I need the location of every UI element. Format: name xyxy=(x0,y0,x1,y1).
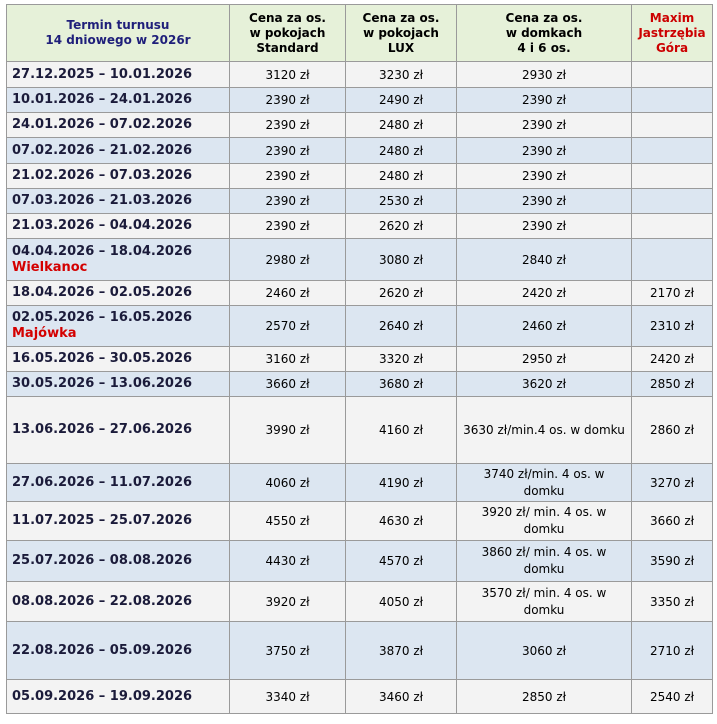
table-row xyxy=(7,214,713,239)
table-row xyxy=(7,189,713,214)
row-price-domki: 2420 zł xyxy=(457,281,632,306)
row-date xyxy=(7,239,230,281)
row-date xyxy=(7,189,230,214)
row-price-lux: 3080 zł xyxy=(346,239,457,281)
row-price-lux: 4570 zł xyxy=(346,541,457,582)
table-row xyxy=(7,372,713,397)
row-price-standard: 3990 zł xyxy=(230,397,346,464)
row-date-text: 24.01.2026 – 07.02.2026 xyxy=(12,117,193,132)
row-price-domki: 2930 zł xyxy=(457,62,632,88)
row-price-standard: 3920 zł xyxy=(230,582,346,622)
table-row xyxy=(7,281,713,306)
row-price-lux: 2620 zł xyxy=(346,281,457,306)
row-price-domki: 3860 zł/ min. 4 os. w domku xyxy=(457,541,632,582)
header-maxim xyxy=(632,5,713,62)
row-price-domki: 2390 zł xyxy=(457,88,632,113)
row-date xyxy=(7,88,230,113)
row-price-standard: 4550 zł xyxy=(230,502,346,541)
row-price-domki: 3060 zł xyxy=(457,622,632,680)
row-price-maxim: 2860 zł xyxy=(632,397,713,464)
row-date-text: 30.05.2026 – 13.06.2026 xyxy=(12,376,193,391)
header-lux-line2: w pokojach xyxy=(363,25,439,40)
price-table-container xyxy=(6,4,712,714)
row-price-standard: 2390 zł xyxy=(230,88,346,113)
header-row xyxy=(7,5,713,62)
table-row xyxy=(7,138,713,164)
table-row xyxy=(7,502,713,541)
row-price-maxim: 3590 zł xyxy=(632,541,713,582)
row-date-text: 21.02.2026 – 07.03.2026 xyxy=(12,168,193,183)
row-price-standard: 2390 zł xyxy=(230,138,346,164)
row-holiday-note: Majówka xyxy=(12,326,77,341)
price-table xyxy=(6,4,713,714)
row-price-maxim xyxy=(632,164,713,189)
row-price-maxim: 3350 zł xyxy=(632,582,713,622)
row-price-domki: 2840 zł xyxy=(457,239,632,281)
table-row xyxy=(7,397,713,464)
row-price-lux: 2640 zł xyxy=(346,306,457,347)
row-price-domki: 2390 zł xyxy=(457,164,632,189)
row-price-standard: 2570 zł xyxy=(230,306,346,347)
row-date xyxy=(7,622,230,680)
row-date-text: 18.04.2026 – 02.05.2026 xyxy=(12,285,193,300)
row-price-domki: 2460 zł xyxy=(457,306,632,347)
header-lux xyxy=(346,5,457,62)
row-date xyxy=(7,582,230,622)
row-price-maxim: 2310 zł xyxy=(632,306,713,347)
table-row xyxy=(7,464,713,502)
row-price-maxim xyxy=(632,88,713,113)
table-row xyxy=(7,680,713,714)
row-price-standard: 3160 zł xyxy=(230,347,346,372)
row-price-domki: 3620 zł xyxy=(457,372,632,397)
header-standard-line1: Cena za os. xyxy=(249,10,326,25)
header-term xyxy=(7,5,230,62)
row-price-maxim: 3270 zł xyxy=(632,464,713,502)
row-price-domki: 2390 zł xyxy=(457,138,632,164)
row-date-text: 02.05.2026 – 16.05.2026 xyxy=(12,310,193,325)
row-date-text: 08.08.2026 – 22.08.2026 xyxy=(12,593,193,609)
header-lux-line1: Cena za os. xyxy=(362,10,440,25)
header-term-line2: 14 dniowego w 2026r xyxy=(45,33,191,47)
row-price-lux: 3320 zł xyxy=(346,347,457,372)
row-price-maxim xyxy=(632,113,713,138)
row-date-text: 11.07.2025 – 25.07.2026 xyxy=(12,513,193,528)
table-row xyxy=(7,347,713,372)
row-date xyxy=(7,502,230,541)
row-price-maxim: 2710 zł xyxy=(632,622,713,680)
row-date-text: 10.01.2026 – 24.01.2026 xyxy=(12,92,193,107)
row-price-maxim: 2170 zł xyxy=(632,281,713,306)
row-date-text: 27.12.2025 – 10.01.2026 xyxy=(12,66,193,82)
header-standard-line3: Standard xyxy=(256,40,319,55)
header-domki-line2: w domkach xyxy=(505,25,583,40)
table-row xyxy=(7,62,713,88)
row-date-text: 05.09.2026 – 19.09.2026 xyxy=(12,688,193,704)
row-date-text: 25.07.2026 – 08.08.2026 xyxy=(12,553,193,568)
row-price-standard: 2390 zł xyxy=(230,113,346,138)
row-price-standard: 3750 zł xyxy=(230,622,346,680)
table-row xyxy=(7,113,713,138)
row-date xyxy=(7,306,230,347)
row-date-text: 07.03.2026 – 21.03.2026 xyxy=(12,193,193,208)
row-price-standard: 2390 zł xyxy=(230,214,346,239)
row-price-domki: 3630 zł/min.4 os. w domku xyxy=(457,397,632,464)
row-price-maxim: 2540 zł xyxy=(632,680,713,714)
header-lux-line3: LUX xyxy=(387,40,415,55)
header-maxim-line3: Góra xyxy=(655,40,689,55)
row-price-domki: 2950 zł xyxy=(457,347,632,372)
row-price-standard: 2980 zł xyxy=(230,239,346,281)
row-price-maxim: 2420 zł xyxy=(632,347,713,372)
row-date-text: 21.03.2026 – 04.04.2026 xyxy=(12,218,193,233)
row-price-domki: 3920 zł/ min. 4 os. w domku xyxy=(457,502,632,541)
row-date-text: 04.04.2026 – 18.04.2026 xyxy=(12,243,193,259)
row-date xyxy=(7,62,230,88)
row-price-maxim: 2850 zł xyxy=(632,372,713,397)
row-date xyxy=(7,138,230,164)
row-date-text: 13.06.2026 – 27.06.2026 xyxy=(12,422,193,437)
header-maxim-line1: Maxim xyxy=(649,10,695,25)
row-price-domki: 3740 zł/min. 4 os. w domku xyxy=(457,464,632,502)
row-date xyxy=(7,164,230,189)
row-date xyxy=(7,464,230,502)
row-price-lux: 3230 zł xyxy=(346,62,457,88)
row-price-maxim xyxy=(632,239,713,281)
row-date xyxy=(7,281,230,306)
row-date xyxy=(7,113,230,138)
header-term-line1: Termin turnusu xyxy=(66,18,170,32)
row-date-text: 27.06.2026 – 11.07.2026 xyxy=(12,474,193,490)
row-date xyxy=(7,541,230,582)
row-date xyxy=(7,347,230,372)
row-date xyxy=(7,372,230,397)
row-price-standard: 2390 zł xyxy=(230,189,346,214)
row-price-maxim xyxy=(632,138,713,164)
row-price-maxim: 3660 zł xyxy=(632,502,713,541)
header-maxim-line2: Jastrzębia xyxy=(638,25,706,40)
row-price-lux: 2480 zł xyxy=(346,164,457,189)
row-price-standard: 3340 zł xyxy=(230,680,346,714)
row-price-maxim xyxy=(632,214,713,239)
row-date-text: 07.02.2026 – 21.02.2026 xyxy=(12,142,193,158)
header-standard xyxy=(230,5,346,62)
row-price-lux: 2620 zł xyxy=(346,214,457,239)
table-row xyxy=(7,622,713,680)
row-price-maxim xyxy=(632,189,713,214)
table-row xyxy=(7,541,713,582)
table-row xyxy=(7,306,713,347)
row-price-standard: 4430 zł xyxy=(230,541,346,582)
row-price-maxim xyxy=(632,62,713,88)
table-body xyxy=(7,62,713,714)
row-price-domki: 3570 zł/ min. 4 os. w domku xyxy=(457,582,632,622)
table-row xyxy=(7,239,713,281)
row-price-lux: 2480 zł xyxy=(346,138,457,164)
header-domki xyxy=(457,5,632,62)
row-price-lux: 2490 zł xyxy=(346,88,457,113)
row-price-lux: 2530 zł xyxy=(346,189,457,214)
row-holiday-note: Wielkanoc xyxy=(12,259,88,275)
row-price-standard: 3660 zł xyxy=(230,372,346,397)
row-price-lux: 4160 zł xyxy=(346,397,457,464)
header-standard-line2: w pokojach xyxy=(249,25,326,40)
row-price-lux: 2480 zł xyxy=(346,113,457,138)
row-price-domki: 2850 zł xyxy=(457,680,632,714)
header-domki-line1: Cena za os. xyxy=(505,10,583,25)
row-price-domki: 2390 zł xyxy=(457,189,632,214)
row-price-domki: 2390 zł xyxy=(457,113,632,138)
row-price-standard: 3120 zł xyxy=(230,62,346,88)
row-price-standard: 4060 zł xyxy=(230,464,346,502)
row-date xyxy=(7,680,230,714)
table-row xyxy=(7,88,713,113)
row-date xyxy=(7,397,230,464)
row-date-text: 22.08.2026 – 05.09.2026 xyxy=(12,642,193,658)
row-price-domki: 2390 zł xyxy=(457,214,632,239)
row-price-standard: 2390 zł xyxy=(230,164,346,189)
row-price-standard: 2460 zł xyxy=(230,281,346,306)
row-price-lux: 3460 zł xyxy=(346,680,457,714)
row-price-lux: 4050 zł xyxy=(346,582,457,622)
row-price-lux: 4630 zł xyxy=(346,502,457,541)
row-price-lux: 3680 zł xyxy=(346,372,457,397)
row-date xyxy=(7,214,230,239)
row-price-lux: 4190 zł xyxy=(346,464,457,502)
table-row xyxy=(7,164,713,189)
header-domki-line3: 4 i 6 os. xyxy=(517,40,571,55)
table-row xyxy=(7,582,713,622)
row-price-lux: 3870 zł xyxy=(346,622,457,680)
row-date-text: 16.05.2026 – 30.05.2026 xyxy=(12,351,193,366)
